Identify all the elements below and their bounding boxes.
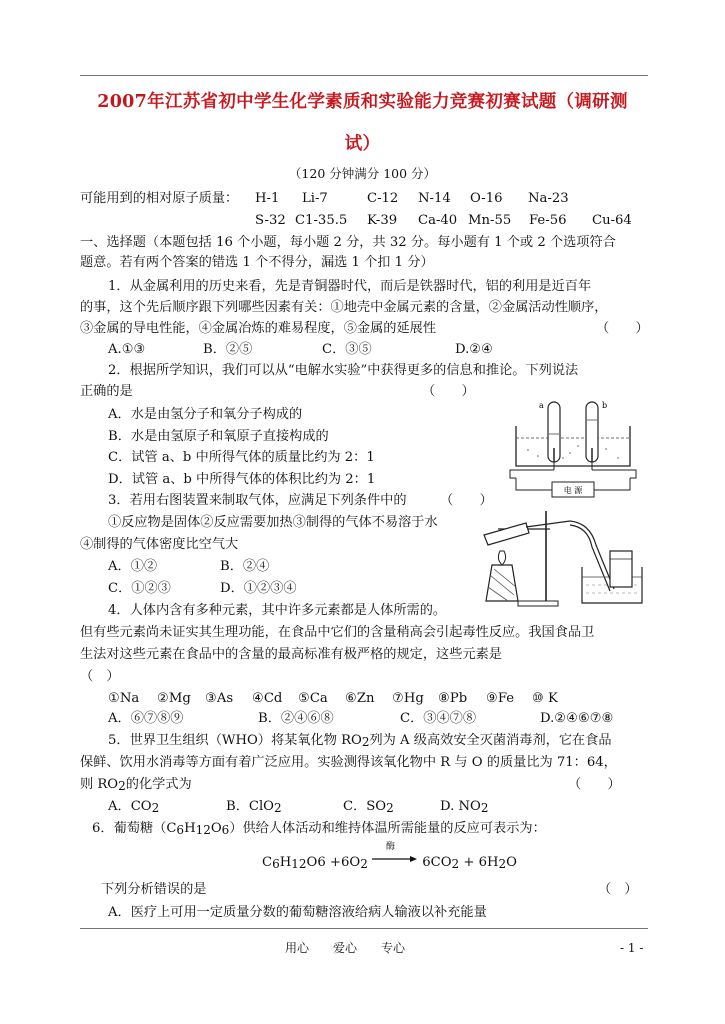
- question-5-text: 保鲜、饮用水消毒等方面有着广泛应用。实验测得该氧化物中 R 与 O 的质量比为 71：64，: [80, 755, 617, 770]
- answer-paren: （ ）: [80, 669, 120, 684]
- element-item: ③As: [205, 691, 234, 706]
- arrow-icon: [372, 855, 418, 865]
- page-title-line2: 试）: [344, 134, 381, 154]
- question-5-text: 则 RO2的化学式为: [80, 777, 192, 793]
- answer-paren: （ ）: [568, 777, 621, 792]
- gas-apparatus-diagram: [478, 505, 648, 609]
- mass-item: O-16: [470, 191, 503, 206]
- question-1-text: 的事，这个先后顺序跟下列哪些因素有关：①地壳中金属元素的含量，②金属活动性顺序，: [80, 300, 608, 315]
- question-3-text: ①反应物是固体②反应需要加热③制得的气体不易溶于水: [108, 515, 438, 530]
- footer-rule: [80, 928, 648, 929]
- tube-a-label: a: [539, 401, 544, 410]
- option-a: A.①③: [108, 342, 146, 357]
- option-c: C．①②③: [108, 581, 171, 596]
- power-supply-label: 电 源: [563, 486, 583, 495]
- option-d: D．试管 a、b 中所得气体的体积比约为 2：1: [108, 472, 376, 487]
- element-item: ⑧Pb: [438, 691, 468, 706]
- element-item: ④Cd: [252, 691, 283, 706]
- option-c: C．③④⑦⑧: [400, 711, 477, 726]
- question-2-text: 2．根据所学知识，我们可以从“电解水实验”中获得更多的信息和推论。下列说法: [108, 363, 579, 378]
- question-2-text: 正确的是: [80, 384, 133, 399]
- section-heading: 一、选择题（本题包括 16 个小题，每小题 2 分，共 32 分。每小题有 1 个或 2 个选项符合: [80, 235, 616, 250]
- answer-paren: （ ）: [596, 321, 649, 336]
- option-a: A．⑥⑦⑧⑨: [108, 711, 184, 726]
- question-6-text: 下列分析错误的是: [101, 882, 207, 897]
- option-d: D. NO2: [440, 799, 489, 815]
- answer-paren: （ ）: [422, 384, 475, 399]
- element-item: ⑤Ca: [298, 691, 328, 706]
- option-d: D.②④: [455, 342, 493, 357]
- option-c: C．③⑤: [322, 342, 372, 357]
- option-a: A．医疗上可用一定质量分数的葡萄糖溶液给病人输液以补充能量: [108, 905, 487, 920]
- mass-item: N-14: [418, 191, 451, 206]
- question-1-text: 1．从金属利用的历史来看，先是青铜器时代，而后是铁器时代，铝的利用是近百年: [108, 279, 592, 294]
- question-4-text: 生法对这些元素在食品中的含量的最高标准有极严格的规定，这些元素是: [80, 647, 502, 662]
- mass-item: Na-23: [528, 191, 569, 206]
- option-a: A．①②: [108, 559, 158, 574]
- mass-item: Mn-55: [468, 213, 512, 228]
- option-a: A．CO2: [108, 799, 160, 815]
- page-number: - 1 -: [620, 941, 644, 955]
- mass-item: Ca-40: [418, 213, 458, 228]
- element-item: ②Mg: [157, 691, 191, 706]
- footer-motto: 用心 爱心 专心: [285, 941, 406, 955]
- option-c: C．试管 a、b 中所得气体的质量比约为 2：1: [108, 450, 375, 465]
- answer-paren: （ ）: [598, 882, 638, 897]
- answer-paren: （ ）: [440, 493, 493, 508]
- option-a: A．水是由氢分子和氧分子构成的: [108, 407, 303, 422]
- option-c: C．SO2: [343, 799, 394, 815]
- question-4-text: 4．人体内含有多种元素，其中许多元素都是人体所需的。: [108, 603, 447, 618]
- element-item: ⑥Zn: [345, 691, 375, 706]
- header-rule: [80, 75, 648, 76]
- question-3-text: 3．若用右图装置来制取气体，应满足下列条件中的: [108, 493, 407, 508]
- element-item: ⑨Fe: [486, 691, 515, 706]
- mass-item: Cu-64: [592, 213, 632, 228]
- mass-item: S-32: [255, 213, 286, 228]
- reaction-equation: C6H12O6 +6O2 酶 6CO2 + 6H2O: [262, 842, 517, 871]
- mass-item: H-1: [255, 191, 280, 206]
- option-d: D.②④⑥⑦⑧: [540, 711, 614, 726]
- element-item: ①Na: [108, 691, 140, 706]
- mass-item: Fe-56: [529, 213, 567, 228]
- option-b: B．水是由氢原子和氧原子直接构成的: [108, 429, 329, 444]
- question-5-text: 5．世界卫生组织（WHO）将某氧化物 RO2列为 A 级高效安全灭菌消毒剂，它在食品: [108, 733, 612, 749]
- option-b: B．ClO2: [226, 799, 282, 815]
- option-d: D．①②③④: [220, 581, 297, 596]
- reaction-arrow: [372, 842, 418, 866]
- page-subtitle: （120 分钟满分 100 分）: [288, 166, 437, 181]
- element-item: ⑩ K: [532, 691, 558, 706]
- mass-item: C1-35.5: [295, 213, 348, 228]
- element-item: ⑦Hg: [392, 691, 424, 706]
- mass-item: Li-7: [302, 191, 328, 206]
- question-1-text: ③金属的导电性能，④金属冶炼的难易程度，⑤金属的延展性: [80, 321, 437, 336]
- option-b: B．②④⑥⑧: [258, 711, 334, 726]
- option-b: B．②④: [220, 559, 270, 574]
- page-title-line1: 2007年江苏省初中学生化学素质和实验能力竞赛初赛试题（调研测: [97, 92, 628, 112]
- tube-b-label: b: [602, 401, 608, 410]
- question-6-text: 6．葡萄糖（C6H12O6）供给人体活动和维持体温所需能量的反应可表示为：: [92, 821, 546, 837]
- question-4-text: 但有些元素尚未证实其生理功能，在食品中它们的含量稍高会引起毒性反应。我国食品卫: [80, 625, 595, 640]
- option-b: B．②⑤: [203, 342, 253, 357]
- mass-item: K-39: [367, 213, 398, 228]
- question-3-text: ④制得的气体密度比空气大: [80, 537, 239, 552]
- catalyst-label: 酶: [386, 842, 396, 852]
- electrolysis-diagram: [508, 398, 648, 498]
- mass-item: C-12: [367, 191, 399, 206]
- section-heading: 题意。若有两个答案的错选 1 个不得分，漏选 1 个扣 1 分）: [80, 255, 434, 270]
- atomic-mass-label: 可能用到的相对原子质量：: [80, 191, 239, 206]
